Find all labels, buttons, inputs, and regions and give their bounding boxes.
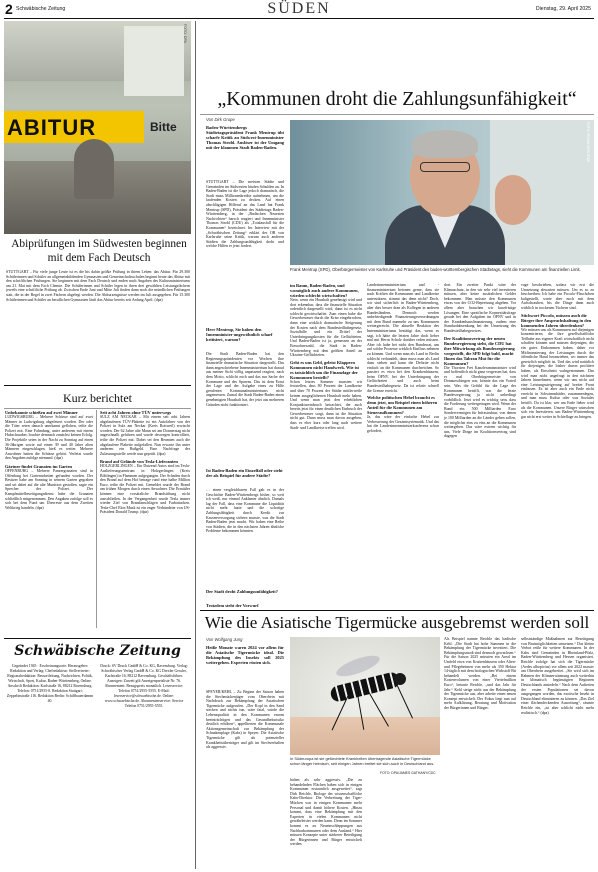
header-rule — [4, 18, 594, 19]
mentrup-photo-credit: FOTO: FRANK MENTRUP — [586, 122, 590, 163]
interview-col6-a: Wir müssen uns als Kommunen auf diejenigen konzentrieren, die ihre gesellschaftliche Teilhabe aus eigener Kraft wirtschaftlich nicht schaffen können und müssen diejenigen, die ein gutes Einkommen haben, daher vor Mitfinanzierung der Leistungen durch die öffentliche Hand heranziehen, wo immer das gesetzlich möglich ist. Und das wird natürlich für diejenigen, die bisher davon profitiert haben, als Einschnitt wahrgenommen. Das wird man nicht ungefragt in den nächsten Jahren hinnehmen, wenn wir uns nicht auf eine Leistungssteigerung auf breiter Front einlassen. Es ist aber auch ein Ende nicht erreicht in Schwimmbäder, zusammenlegen, und man muss Kultur oder was Soziales betrifft. Da ist klar, wer am Ende lieber wird als die Kommunen. Unsere Bürger wünschen sich ein Investieren, um Baden-Württemberg gar nicht erst weiter in Schieflage zu bringen. — [521, 327, 594, 419]
tiger-author: Von Wolfgang Jung — [206, 637, 243, 642]
tiger-col4: selbstständige Maßnahmen zur Beseitigung von Brutmöglichkeiten umsetzen.“ Das kleine Verbot reiße für weitere Kommunen. In der Kabs sind Gemeinden in Rheinland-Pfalz, Baden-Württemberg und Hessen organisiert. Reichle zufolge hat sich die Tigermücke (Aedes albopictus) vor allem seit 2022 massiv am Oberrhein ausgebreitet. „Sie wird sich im Rahmen der Klimaerwärmung auch weiterhin in klimatisch begünstigten Regionen Deutschlands ansiedeln.“ Nach dem Auftreten der ersten Populationen sei davon ausgegangen worden, das exotische Insekt in Deutschland eliminieren zu können. „Das Ziel einer flächendeckenden Ausrottung“, räumte Reichle ein, „ist aber schlicht nicht mehr realistisch.“ (dpa) — [521, 637, 594, 715]
sign-abitur-text: ABITUR — [7, 115, 97, 140]
kurz-top-rule — [4, 385, 191, 386]
mentrup-photo — [290, 120, 594, 265]
kurz-col-1 — [5, 410, 93, 510]
kurz-item-1-text: LUDWIGSBURG – Mehrere Schüsse sind auf zwei Männer in Ludwigsburg abgefeuert worden. Der oder die Täter seien danach unerkannt geflohen, teilte die Polizei mit. Eine Fahndung, unter anderem mit einem Hubschrauber, brachte demnach zunächst keinen Erfolg. Die Projektile seien in der Nacht zu Sonntag auf einen 36-Jährigen sowie auf einen 39 und 40 Jahre alten Männern eingeschlagen, hieß es weiter. Mehrere Anwohner hatten die Schüsse gehört. Verletzt wurde den Angaben zufolge niemand. (dpa) — [5, 415, 93, 461]
tiger-top-rule — [200, 610, 594, 611]
interview-headline: „Kommunen droht die Zahlungsunfähigkeit“ — [217, 88, 577, 110]
kurz-title: Kurz berichtet — [63, 391, 132, 405]
masthead-rule — [4, 638, 191, 639]
tiger-intro: Heiße Monate waren 2024 vor allem für die Asiatische Tigermücke ideal. Die Bekämpfung des Insekts soll 2025 weitergehen. Experten rüsten sich. — [206, 645, 284, 665]
sign-bitte-text: Bitte — [150, 120, 177, 134]
tiger-headline: Wie die Asiatische Tigermücke ausgebremst werden soll — [204, 613, 590, 632]
interview-col4-a: Ja, das wäre der einfache Hebel zur Verbesserung der Gesamtsystematik. Und das hat die Landesinnenministerkonferenz schon gefordert, — [367, 415, 439, 434]
interview-col3-q1: im Raum, Baden-Baden, und womöglich auch andere Kommunen, würden schlecht wirtschaften? — [290, 283, 359, 298]
page-number: 2 — [5, 1, 13, 17]
mentrup-photo-caption: Frank Mentrup (SPD), Oberbürgermeister von Karlsruhe und Präsident des baden-württembergischen Städtetags, sieht die Kommunen am finanziellen Limit. — [290, 267, 581, 272]
kurz-col-2 — [100, 410, 190, 515]
interview-q2: Ist Baden-Baden ein Einzelfall oder steht der als Beispiel für andere Städte? — [206, 468, 283, 478]
interview-a1: Die Stadt Baden-Baden hat den Regierungspräsidenten vor Wochen ihre finanzielle dramatische Situation dargestellt. Das dann angeschriebene Innenministerium hat darauf aus meiner Sicht völlig unpassend reagiert, nach dem Motto, schlicht euch und das nur Sache der Kommune und des Sparens. Das ist dem Ernst der Lage und der Aufgabe eines zu Hilfe gerufenen Kommunalministeriums nicht angemessen. Zumal die Stadt Baden-Baden einen genehmigten Haushalt hat, der jetzt aus mehreren Gründen nicht funktioniert. — [206, 352, 284, 407]
kurz-item-2-head: Gärtner findet Granaten im Garten — [5, 463, 72, 469]
interview-col3-q2: Geht es uns Geld, geleist Klappern Kommunen nicht Handwerk. Wie ist es tatsächlich um die Finanzlage der Kommunen bestellt? — [290, 359, 359, 380]
kurz-item-2-text: OFFENBURG – Mehrere Panzergranaten sind in Offenburg bei Gartenarbeiten gefunden worden. Der Besitzer habe am Sonntag in seinem Garten gegraben und sei dabei auf die alte Munition gestoßen, sagte ein Sprecher der Polizei. Der Kampfmittelbeseitigungsdienst habe die Granaten schließlich mitgenommen. Den Angaben zufolge soll es sich bei dem Fund um Überreste aus dem Zweiten Weltkrieg handeln. (dpa) — [5, 468, 93, 510]
mosquito-caption: In Südeuropa ist sie gefürchtete Krankheiten übertragende Asiatische Tigermücke schon länger heimisch, seit einigen Jahren breitet sie sich auch in Deutschland aus. — [290, 756, 435, 766]
interview-col1: STUTTGART – Die meisten Städte und Gemeinden im Südwesten häufen Schulden an. In Baden-Baden ist die Lage jedoch dramatisch, die Stadt muss Millionenkredite aufnehmen, um die laufenden Kosten zu decken. Auf einen abschlägigen Hilferuf an das Land hat Frank Mentrup (SPD), Präsident des Städtetags Baden-Württemberg, in der „Badischen Neuesten Nachrichten“ harsch reagiert und Innenminister Thomas Strobl (CDU) als „Totalausfall für die Kommunen“ bezeichnet. Im Interview mit der „Schwäbischen Zeitung“ erklärt der OB von Karlsruhe seine Kritik, warum auch anderen Städten die Zahlungsunfähigkeit droht und welche Hilfen er jetzt fordert. — [206, 180, 284, 249]
tiger-col1: SPEYER/KEHL – Zu Beginn der Saison haben die Stechmückenjäger vom Oberrhein mit Nachdruck zur Bekämpfung der Asiatischen Tigermücke aufgerufen. „Der Kopf in den Sand stecken und nichts tun, wäre fatal, würde die Lebensqualität in den Kommunen enorm beeinträchtigen und das Gesundheitsrisiko deutlich erhöhen“, appellierten die Kommunale Aktionsgemeinschaft zur Bekämpfung der Schnakenplage (Kabs) in Speyer. Die Asiatische Tigermücke gilt als potenzieller Krankheitsüberträger und gilt im Stechverhalten als aggressiv. — [206, 690, 284, 750]
student-figure — [74, 139, 114, 199]
interview-col6 — [521, 283, 594, 419]
interview-headline-rule — [200, 114, 594, 115]
interview-col5-text: dort. Ein zweiter Punkt wäre der Klimaschutz, in den wir sehr viel investieren müssen, aber keine zusätzlichen Gelder bekommen. Man müsste den Kommunen etwas von der CO2-Bepreisung abgeben. Vor allem aber brauchen wir kurzfristige Lösungen. Eine spezifische Konnexitätsfrage gerade bei den Aufgaben im ÖPNV und in der Krankenhausfinanzierung, zudem eine Standardabsenkung bei der Umsetzung des Bundesteilhabegesetzes. — [444, 283, 516, 333]
window-block — [124, 26, 184, 96]
mosquito-caption-credit: FOTO: DPA/JAMES GATHANY/CDC — [380, 771, 436, 775]
kurz-item-4-head: Brand auf Gelände von Tesla-Lieferanten — [100, 459, 178, 465]
kurz-item-4-text: HOLZGERLINGEN – Ein Dutzend Autos sind im Tesla-Auslieferungszentrum in Holzgerlingen (Kreis Böblingen) in Flammen aufgegangen. Der Schaden durch den Brand auf dem Hof betrage rund eine halbe Million Euro, teilte die Polizei mit. Gemeldet wurde der Brand am frühen Morgen durch einen Anwohner. Die Ermittler können eine vorsätzliche Brandstiftung nicht ausschließen. In der Vergangenheit wurde Tesla immer wieder Ziel von Brandanschlägen und Farbattacken. Tesla-Chef Elon Musk ist ein enger Verbündeter von US-Präsident Donald Trump. (dpa) — [100, 464, 190, 515]
paper-name: Schwäbische Zeitung — [16, 6, 66, 12]
tiger-col3: Als Beispiel nannte Reichle das badische Kehl. „Die Stadt hat hohe Summen in die Bekämpfung der Tigermücke investiert. Die Bekämpfungsmodi sind dennoch gewachsen.“ Für die Saison 2025 müssten ein Areal im Umfeld etwa von Kraisenhäusern oder Alten- und Pflegeheimen von mehr als 350 Hektar 14-täglich mit dem biologischen Wirkstoff Bti behandelt werden. „Bei einem Kostenvolumen von einer Viertelmillion Euro“, betonte Reichle, „und das Jahr für Jahr.“ Kehl steige nicht aus der Bekämpfung der Tigermücke aus, aber arbeite einen neuen Konzept entwickelt. Der Fokus liegt nun auf mehr Aufklärung, Beratung und Motivation der Bürgerinnen und Bürger. — [444, 637, 516, 710]
kurz-col-divider — [96, 410, 97, 628]
tiger-col2: halten als sehr aggressiv. „Die zu behandelnden Flächen haben sich in einigen Kommunen erstaunlich ausgeweitet“, sagt Dirk Reichle, Biologe der wissenschaftliche Kabs-Direktor. Die Verbreitung der Tiger-Mücken war in einigen Kommunen mehr Personal und damit höhere Kosten. „Hinzu kommt, dass eine Bekämpfung mit den Experten in vielen Kommunen nicht gewährleistet werden kann. Denn im Sommer kommt es zu Neueinschleppungen aus Nachbarkommunen oder dem Ausland.“ Hier müssen Konzepte unter stärkerer Beteiligung der Bürgerinnen und Bürger entwickelt werden. — [290, 778, 362, 847]
interview-col3 — [290, 283, 362, 430]
mosquito-photo — [290, 637, 440, 755]
interview-a2: … einen vergleichbaren Fall gab es in der Geschichte Baden-Württembergs bisher, so weit ich weiß, nur einmal Anklamer ähnlich. Damals lag der Fall, dass eine Kommune die Liquidität nicht mehr hatte und die sofortige Zahlungsfähigkeit durch Kredit zur Kassenversorgung sichern musste, was die Stadt Baden-Baden jetzt macht. Wir haben eine Reihe von Städten, die in den nächsten Jahren ähnliche Probleme bekommen könnten. — [206, 488, 284, 534]
interview-col3-a2: Schon letztes Sommer mussten wir feststellen, dass 80 Prozent der Landkreise und über 70 Prozent der Städte mittlerweile keinen ausgeglichenen Haushalt mehr haben. Und wenn man jetzt den erheblichen Konjunktureinbruch betrachtet, der auch bereits jetzt für einen deutlichen Einbruch der Gewerbesteuer sorgt, dann ist die Situation nicht gut. Dann muss man davon ausgehen, dass es eher kurz oder lang auch weitere Stadt- und Landkreise treffen wird. — [290, 379, 362, 430]
person-hair — [412, 130, 478, 158]
interview-col6-q: Stichwort Piccolo, müssen auch die Bürger ihre Anspruchshaltung in den kommenden Jahren überdenken? — [521, 312, 592, 328]
skin-surface — [290, 717, 440, 755]
masthead-title: Schwäbische Zeitung — [14, 643, 181, 659]
interview-a3: Trotzdem steht der Vorwurf — [206, 603, 259, 608]
person-hand — [495, 175, 531, 225]
interview-author: Von Dirk Grupe — [206, 117, 235, 122]
mosquito-proboscis — [396, 684, 413, 719]
kurz-item-3-text: SULZ AM NECKAR – Mit einem seit acht Jahren abgelaufenen TÜV-Plakette ist ein Autofahrer von der Polizei in Sulz am Neckar (Kreis Rottweil) erwischt worden. Der 62 Jahre alte Mann sei am Donnerstag nicht angeschnallt gefahren und wurde deswegen kontrolliert, teilte die Polizei mit. Dabei sei den Beamten auch die abgelaufene Plakette aufgefallen. Nun erwarte ihn unter anderem ein Bußgeld. Eine Nachfrage der Zulassungsstelle werde nun geprüft. (dpa) — [100, 415, 190, 456]
interview-col5 — [444, 283, 516, 439]
interview-col6-text: vage beschrieben, sodass wir erst die Umsetzung abwarten müssen. Um es so zu beschreiben: Ich habe ein Piccolo-Flaschchen kaltgestellt, warte aber noch mit dem Aufschrauben, bis die Dinge dann auch wirklich in trockenen Tüchern sind. — [521, 283, 594, 310]
abitur-photo-credit: FOTO: DPA — [183, 24, 187, 44]
interview-col5-q: Der Koalitionsvertrag der neuen Bundesregierung sieht, die CDU hat ihre Mitwirkung als Bundesregierung vorgestellt, die SPD folgt bald, macht Ihnen das Tabrau Mut für die Kommunen? — [444, 335, 515, 366]
interview-col4 — [367, 283, 439, 434]
abitur-headline: Abiprüfungen im Südwesten beginnen mit dem Fach Deutsch — [11, 238, 187, 264]
interview-intro: Baden-Württembergs Städtetagspräsident Frank Mentrup übt scharfe Kritik an Südwest-Innenminister Thomas Strobl. Auslöser ist der Umgang mit der klammen Stadt Baden-Baden. — [206, 125, 284, 150]
interview-col4-q: Welche politischen Hebel braucht es denn jetzt, um Beispiel einen höheren Anteil für die Kommunen am Steueraufkommen? — [367, 395, 438, 416]
kurz-item-3-head: Seit acht Jahren ohne TÜV unterwegs — [100, 410, 172, 415]
abitur-photo — [4, 21, 191, 234]
masthead-right-text: Druck: SV Druck GmbH & Co. KG, Ravensburg. Verlag: Schwäbischer Verlag GmbH & Co. KG Drexler Gessler, Karlstraße 16, 88212 Ravensburg. Geschäftsführer. Anzeigen: Zurzeit gilt Anzeigenpreisliste Nr. 76. Abonnement: Bezugspreis monatlich. Leserservice: Telefon 0751/2955-5555. E-Mail: leserservice@schwaebische.de. Online: www.schwaebische.de. Abonnentenservice: Service Telefon 0751/2955-5555. — [100, 664, 188, 708]
section-title: SÜDEN — [267, 0, 331, 17]
interview-col4-text: Landesinnenministerium und -finanzministerium betonen gerne, dass sie nach Kräften die Kommunen und Landkreise unterstützen, stimmt das denn nicht? Doch, wir sind sicherlich in Baden-Württemberg, aber dies besser dran als Kollegen in anderen Bundesländern. Dennoch werden unbefriedigende Finanzierungsverordnungen mit dem Bund nunmehr zu uns Kommunen weitergereicht. Die aktuelle Reaktion des Innenministeriums bestätigt das, wenn es sagt, ich hätte die letzten Jahre doch lieber mal mit Herrn Scholz darüber reden müssen. Aber ich habe bei nicht den Bundesrat, um auf solche Prozesse wirklich Einfluss nehmen zu können. Und wenn man als Land in Berlin schlecht verhandelt, dann muss man als Land dazu stehen und kann die Defizite nicht einfach an die Kommunen durchreichen. So passiert es etwa bei den Krankenhäusern, beim ÖPNV, bei der Unterbringung der Geflüchteten und auch beim Bundesteilhabegesetz. Da ist relativ schnell die Grenze erreicht. — [367, 283, 439, 393]
interview-q1: Herr Mentrup, Sie haben den Innenminister ungewöhnlich scharf kritisiert, warum? — [206, 327, 273, 342]
interview-col5-a: Die Thorsten Frei Kanzleramtsminister wird und hoffentlich nicht ganz vergessen hat, dass er mal Oberbürgermeister von Donaueschingen war, könnte das ein Vorteil sein. Was die Gefühl für die Lage der Kommunen betrifft, war die letzte Bundesregierung ja nicht unbedingt vorbildlich. Jetzt wird es wichtig sein, dass die Forderung weitergetragen wird. Wenn der Bund ein 500 Milliarden Euro Sondervermögen für Infrastruktur, von denen je 100 Milliarden an die Länder gehen sollen, die möglichst eins zu eins an die Kommunen weitergehen. Das wäre extrem wichtig für uns. Viele Dinge im Koalitionsvertrag sind dagegen — [444, 365, 516, 439]
kurz-title-rule — [4, 408, 191, 409]
issue-date: Dienstag, 29. April 2025 — [535, 6, 591, 12]
abitur-body: STUTTGART – Für viele junge Leute ist es die bis dahin größte Prüfung in ihrem Leben: das Abitur. Für 29.300 Schülerinnen und Schüler an allgemeinbildenden Gymnasien und Gemeinschaftsschulen beginnt heute das Abitur mit den schriftlichen Prüfungen. Sie beginnen mit dem Fach Deutsch und enden nach Angaben des Kultusministeriums am 21. Mai mit dem Fach Chemie. Die Schülerinnen und Schüler legen in ihren drei gewählten Leistungsfächern jeweils eine schriftliche Prüfung ab. Zwischen Ende Juni und Mitte Juli finden dann noch die mündlichen Prüfungen statt, die in der Regel in zwei Fächern abgelegt werden. Die Abiturzeugnisse werden im Juli ausgegeben. Für 15.300 Schülerinnen und Schüler an beruflichen Gymnasien läuft das Abitur bereits seit Anfang April. (dpa) — [6, 270, 190, 302]
interview-col3-a1: Nein, wenn ein Haushalt genehmigt wird und dort erkennbar, dass die finanzielle Situation ordentlich dargestellt wird, dann ist es nicht schlecht gewirtschaftet. Zum einen habe die Gewerbesteuer durch die Krise eingebrochen, dann eine wirklich dramatische Steigerung der Kosten nach dem Bundesteilhabegesetz, Sozialhilfe und ein Drittel der Unterbringungskosten für die Geflüchteten. Und Baden-Baden ist ja, gemessen an der Einwohnerzahl, die Stadt in Baden-Württemberg mit dem größten Anteil an Ukraine-Geflüchteten. — [290, 298, 362, 358]
masthead-left-text: Gegründet 1945 · Erscheinungsorte: Herausgeber: Redaktion und Verlag: Chefredakteur: Stellvertreter: Regionalredaktion: Ressortleitung, Nachrichten, Politik, Wirtschaft, Sport, Kultur, Baden-Württemberg, Online. Anschrift Redaktion: Karlstraße 16, 88212 Ravensburg. Telefon: 0751/2955-0. Redaktion Stuttgart: Zeppelinstraße 116. Redaktion Berlin: Schiffbauerdamm 40. — [6, 664, 94, 703]
kurz-item-1-head: Unbekannte schießen auf zwei Männer — [5, 410, 78, 415]
person-glasses — [420, 162, 470, 172]
main-column-divider — [195, 21, 196, 869]
interview-q3: Der Stadt droht Zahlungsunfähigkeit? — [206, 589, 278, 594]
